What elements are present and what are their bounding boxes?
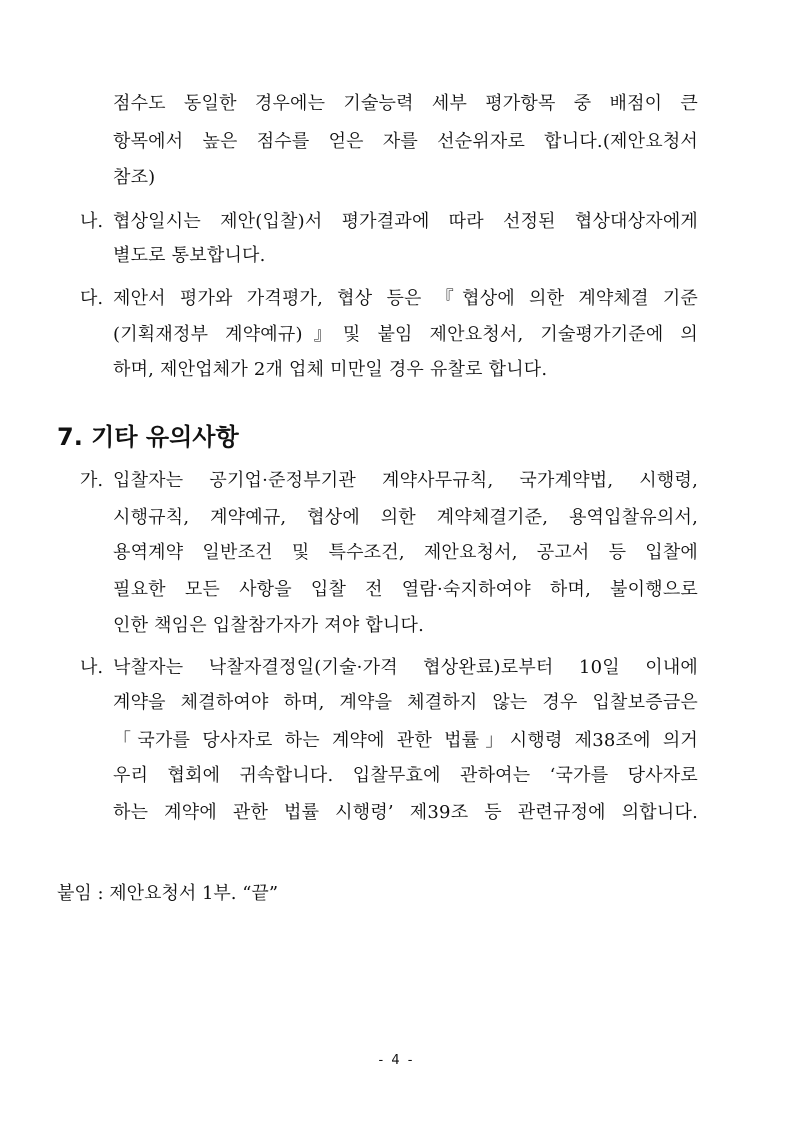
list-marker: 나. — [80, 657, 104, 678]
paragraph-line: 우리 협회에 귀속합니다. 입찰무효에 관하여는 ‘국가를 당사자로 — [113, 765, 698, 786]
paragraph-line: 입찰자는 공기업·준정부기관 계약사무규칙, 국가계약법, 시행령, — [113, 470, 698, 491]
paragraph-line: 제안서 평가와 가격평가, 협상 등은 『협상에 의한 계약체결 기준 — [113, 288, 698, 309]
paragraph-line: 항목에서 높은 점수를 얻은 자를 선순위자로 합니다.(제안요청서 — [113, 131, 698, 152]
paragraph-line: 낙찰자는 낙찰자결정일(기술·가격 협상완료)로부터 10일 이내에 — [113, 657, 698, 678]
paragraph-line: 별도로 통보합니다. — [113, 245, 266, 266]
paragraph-line: 참조) — [113, 167, 156, 188]
list-marker: 가. — [80, 470, 104, 491]
paragraph-line: 협상일시는 제안(입찰)서 평가결과에 따라 선정된 협상대상자에게 — [113, 211, 698, 232]
section-heading: 7. 기타 유의사항 — [57, 423, 239, 451]
paragraph-line: 점수도 동일한 경우에는 기술능력 세부 평가항목 중 배점이 큰 — [113, 93, 698, 114]
paragraph-line: 용역계약 일반조건 및 특수조건, 제안요청서, 공고서 등 입찰에 — [113, 542, 698, 563]
paragraph-line: 하는 계약에 관한 법률 시행령’ 제39조 등 관련규정에 의합니다. — [113, 802, 698, 823]
attachment-note: 붙임 : 제안요청서 1부. “끝” — [57, 883, 279, 904]
paragraph-line: 시행규칙, 계약예규, 협상에 의한 계약체결기준, 용역입찰유의서, — [113, 507, 698, 528]
paragraph-line: 인한 책임은 입찰참가자가 져야 합니다. — [113, 615, 425, 636]
list-marker: 다. — [80, 288, 104, 309]
list-marker: 나. — [80, 211, 104, 232]
paragraph-line: 계약을 체결하여야 하며, 계약을 체결하지 않는 경우 입찰보증금은 — [113, 692, 698, 713]
paragraph-line: 하며, 제안업체가 2개 업체 미만일 경우 유찰로 합니다. — [113, 359, 548, 380]
paragraph-line: 필요한 모든 사항을 입찰 전 열람·숙지하여야 하며, 불이행으로 — [113, 579, 698, 600]
paragraph-line: 「국가를 당사자로 하는 계약에 관한 법률」시행령 제38조에 의거 — [113, 730, 698, 751]
paragraph-line: (기획재정부 계약예규)』및 붙임 제안요청서, 기술평가기준에 의 — [113, 324, 698, 345]
page-number: - 4 - — [378, 1053, 415, 1068]
